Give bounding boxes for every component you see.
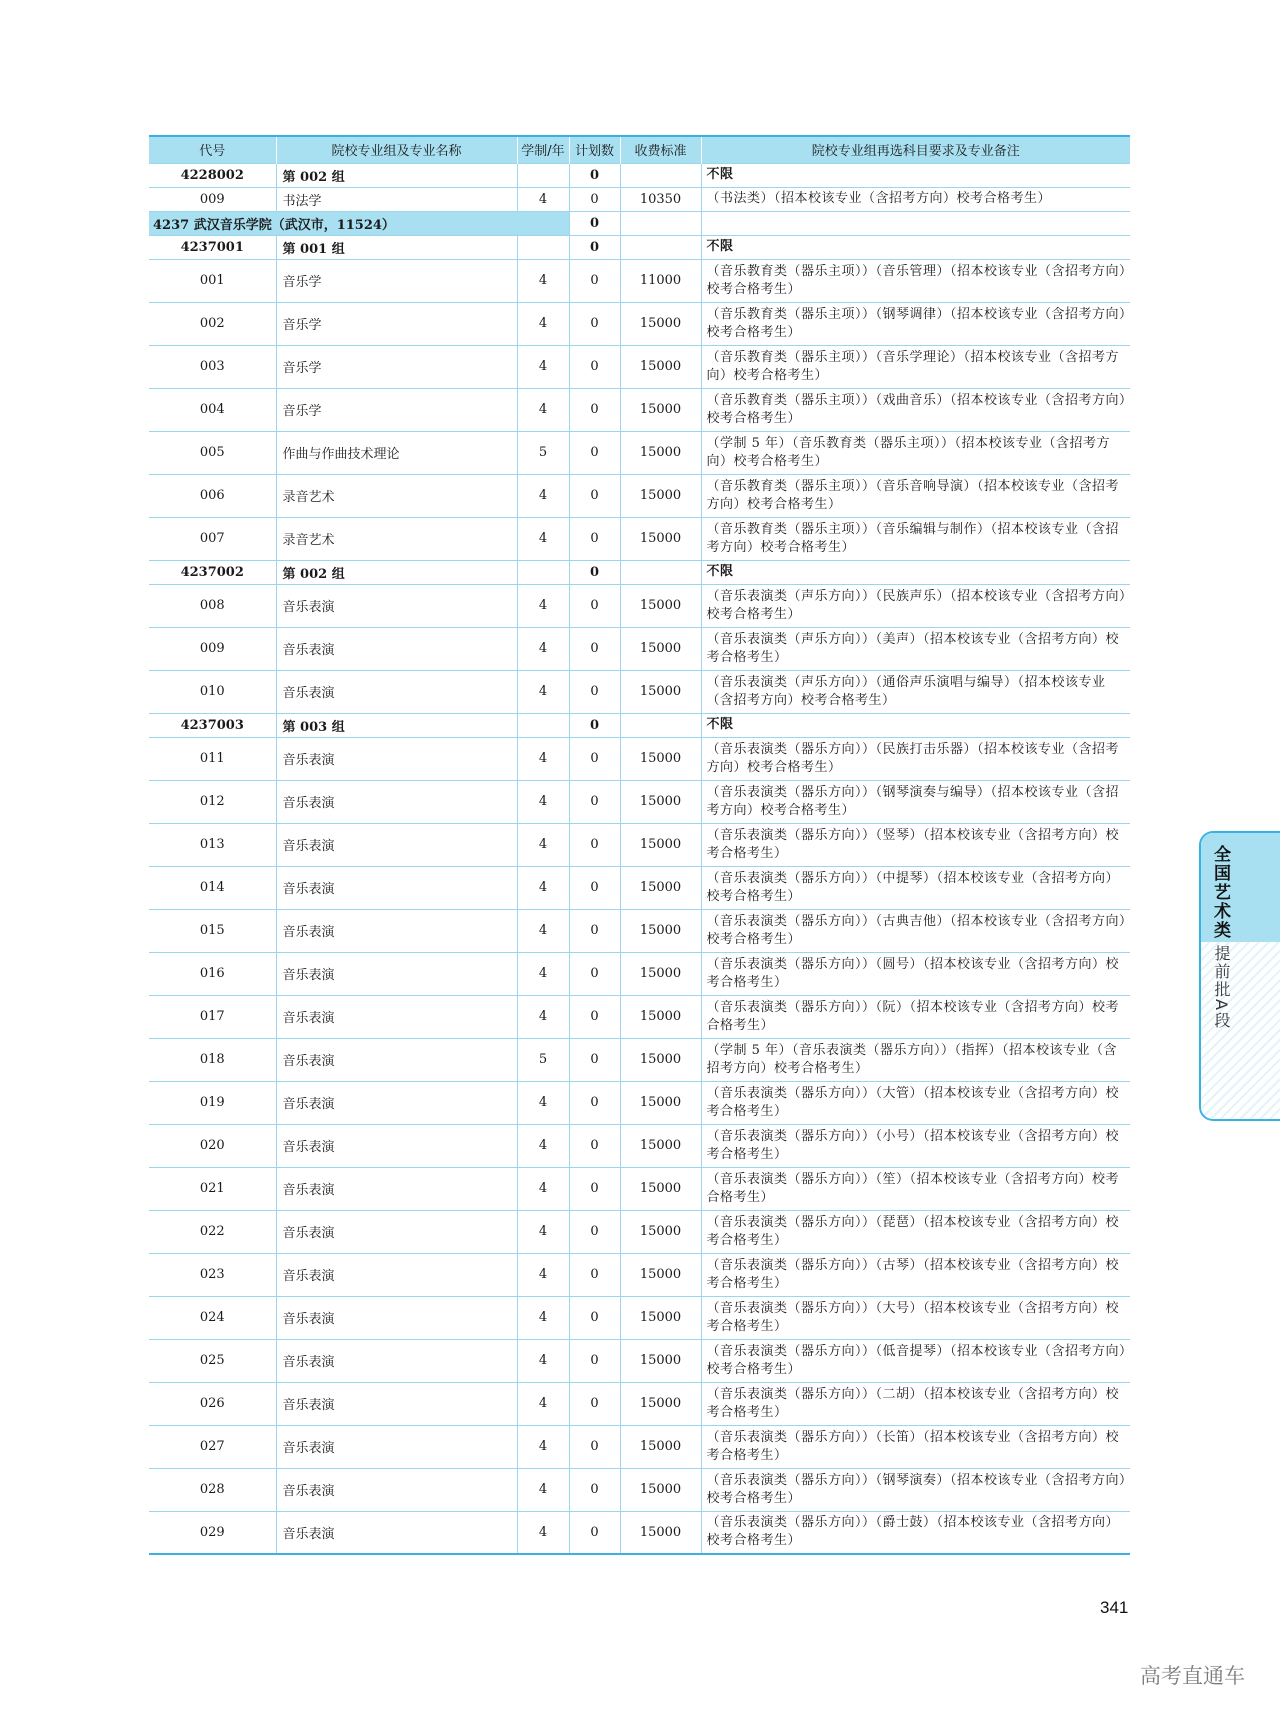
name-cell: 音乐表演 [276,823,517,866]
plan-cell: 0 [569,187,620,211]
fee-cell [620,713,701,737]
plan-cell: 0 [569,780,620,823]
plan-cell: 0 [569,952,620,995]
name-cell: 音乐表演 [276,1296,517,1339]
header-years: 学制/年 [517,136,569,163]
name-cell: 音乐表演 [276,1038,517,1081]
code-cell: 002 [149,302,276,345]
years-cell: 4 [517,670,569,713]
fee-cell: 15000 [620,474,701,517]
code-cell: 022 [149,1210,276,1253]
major-row [149,1167,1130,1210]
years-cell: 5 [517,431,569,474]
side-tab-title: 全国艺术类 [1210,845,1230,940]
note-cell: （音乐表演类（器乐方向））（二胡）（招本校该专业（含招考方向）校考合格考生） [701,1382,1130,1425]
page-number: 341 [1100,1598,1129,1617]
code-cell: 4237001 [149,235,276,259]
plan-cell: 0 [569,388,620,431]
fee-cell: 15000 [620,345,701,388]
name-cell: 音乐表演 [276,780,517,823]
note-cell: （音乐表演类（器乐方向））（竖琴）（招本校该专业（含招考方向）校考合格考生） [701,823,1130,866]
note-cell: （音乐教育类（器乐主项））（音乐学理论）（招本校该专业（含招考方向）校考合格考生） [701,345,1130,388]
plan-cell: 0 [569,1081,620,1124]
code-cell: 026 [149,1382,276,1425]
plan-cell: 0 [569,1167,620,1210]
fee-cell: 15000 [620,431,701,474]
code-cell: 021 [149,1167,276,1210]
group-row [149,713,1130,737]
code-cell: 4237002 [149,560,276,584]
years-cell: 4 [517,952,569,995]
name-cell: 音乐表演 [276,952,517,995]
note-cell: （音乐表演类（器乐方向））（钢琴演奏与编导）（招本校该专业（含招考方向）校考合格考生） [701,780,1130,823]
plan-cell: 0 [569,1511,620,1554]
code-cell: 013 [149,823,276,866]
header-name: 院校专业组及专业名称 [276,136,517,163]
fee-cell: 10350 [620,187,701,211]
fee-cell: 15000 [620,584,701,627]
code-cell: 009 [149,627,276,670]
major-row [149,780,1130,823]
code-cell: 012 [149,780,276,823]
code-cell: 4237003 [149,713,276,737]
years-cell: 4 [517,388,569,431]
name-cell: 音乐表演 [276,1167,517,1210]
years-cell: 4 [517,1210,569,1253]
years-cell: 4 [517,1468,569,1511]
years-cell: 4 [517,866,569,909]
note-cell: （音乐表演类（器乐方向））（民族打击乐器）（招本校该专业（含招考方向）校考合格考生） [701,737,1130,780]
major-row [149,584,1130,627]
years-cell: 4 [517,1253,569,1296]
name-cell: 音乐表演 [276,627,517,670]
note-cell: 不限 [701,713,1130,737]
name-cell: 音乐学 [276,302,517,345]
major-row [149,866,1130,909]
code-cell: 009 [149,187,276,211]
note-cell: （音乐表演类（器乐方向））（大号）（招本校该专业（含招考方向）校考合格考生） [701,1296,1130,1339]
note-cell: （音乐表演类（声乐方向））（民族声乐）（招本校该专业（含招考方向）校考合格考生） [701,584,1130,627]
code-cell: 020 [149,1124,276,1167]
fee-cell: 15000 [620,1167,701,1210]
code-cell: 004 [149,388,276,431]
major-row [149,302,1130,345]
years-cell [517,713,569,737]
note-cell: （音乐教育类（器乐主项））（戏曲音乐）（招本校该专业（含招考方向）校考合格考生） [701,388,1130,431]
plan-cell: 0 [569,823,620,866]
group-row [149,235,1130,259]
code-cell: 005 [149,431,276,474]
name-cell: 音乐表演 [276,1253,517,1296]
header-note: 院校专业组再选科目要求及专业备注 [701,136,1130,163]
note-cell: （音乐表演类（器乐方向））（琵琶）（招本校该专业（含招考方向）校考合格考生） [701,1210,1130,1253]
header-code: 代号 [199,144,226,160]
code-cell: 011 [149,737,276,780]
fee-cell: 15000 [620,1468,701,1511]
years-cell: 4 [517,780,569,823]
name-cell: 音乐表演 [276,1124,517,1167]
name-cell: 音乐表演 [276,1468,517,1511]
name-cell: 音乐表演 [276,1339,517,1382]
name-cell: 音乐表演 [276,737,517,780]
major-row [149,1124,1130,1167]
note-cell: （音乐表演类（器乐方向））（古典吉他）（招本校该专业（含招考方向）校考合格考生） [701,909,1130,952]
plan-cell: 0 [569,1296,620,1339]
note-cell: 不限 [701,235,1130,259]
years-cell: 4 [517,1296,569,1339]
note-cell: （音乐教育类（器乐主项））（音乐管理）（招本校该专业（含招考方向）校考合格考生） [701,259,1130,302]
name-cell: 音乐表演 [276,1425,517,1468]
name-cell: 第 002 组 [276,560,517,584]
code-cell: 014 [149,866,276,909]
header-fee: 收费标准 [620,136,701,163]
side-tab-subtitle: 提前批A段 [1212,945,1231,1030]
name-cell: 音乐表演 [276,866,517,909]
note-cell: （书法类）（招本校该专业（含招考方向）校考合格考生） [701,187,1130,211]
fee-cell: 15000 [620,1081,701,1124]
note-cell: （音乐表演类（器乐方向））（钢琴演奏）（招本校该专业（含招考方向）校考合格考生） [701,1468,1130,1511]
code-cell: 006 [149,474,276,517]
plan-cell: 0 [569,560,620,584]
plan-cell: 0 [569,211,620,235]
name-cell: 音乐表演 [276,1511,517,1554]
plan-cell: 0 [569,909,620,952]
note-cell: （音乐表演类（器乐方向））（阮）（招本校该专业（含招考方向）校考合格考生） [701,995,1130,1038]
years-cell: 4 [517,1124,569,1167]
major-row [149,1038,1130,1081]
plan-cell: 0 [569,866,620,909]
fee-cell [620,163,701,187]
name-cell: 音乐表演 [276,670,517,713]
plan-cell: 0 [569,345,620,388]
fee-cell: 15000 [620,302,701,345]
plan-cell: 0 [569,737,620,780]
major-row [149,1382,1130,1425]
major-row [149,627,1130,670]
code-cell: 008 [149,584,276,627]
years-cell: 4 [517,909,569,952]
name-cell: 音乐学 [276,345,517,388]
note-cell: （音乐表演类（器乐方向））（小号）（招本校该专业（含招考方向）校考合格考生） [701,1124,1130,1167]
plan-cell: 0 [569,1425,620,1468]
plan-cell: 0 [569,1468,620,1511]
code-cell: 4228002 [149,163,276,187]
name-cell: 作曲与作曲技术理论 [276,431,517,474]
group-row [149,560,1130,584]
major-row [149,909,1130,952]
plan-cell: 0 [569,517,620,560]
note-cell: （音乐教育类（器乐主项））（音乐编辑与制作）（招本校该专业（含招考方向）校考合格考生） [701,517,1130,560]
major-row [149,737,1130,780]
major-row [149,388,1130,431]
major-row [149,1339,1130,1382]
code-cell: 015 [149,909,276,952]
plan-cell: 0 [569,431,620,474]
name-cell: 音乐表演 [276,1081,517,1124]
fee-cell: 15000 [620,670,701,713]
admissions-table [149,135,1130,1555]
plan-cell: 0 [569,302,620,345]
plan-cell: 0 [569,995,620,1038]
name-cell: 音乐表演 [276,909,517,952]
code-cell: 010 [149,670,276,713]
note-cell: 不限 [701,163,1130,187]
major-row [149,670,1130,713]
years-cell: 4 [517,187,569,211]
plan-cell: 0 [569,259,620,302]
name-cell: 第 002 组 [276,163,517,187]
years-cell: 4 [517,1167,569,1210]
fee-cell: 11000 [620,259,701,302]
years-cell: 4 [517,584,569,627]
fee-cell: 15000 [620,517,701,560]
fee-cell: 15000 [620,1339,701,1382]
major-row [149,259,1130,302]
major-row [149,1511,1130,1554]
code-cell: 029 [149,1511,276,1554]
major-row [149,1210,1130,1253]
name-cell: 音乐学 [276,259,517,302]
plan-cell: 0 [569,235,620,259]
name-cell: 音乐表演 [276,584,517,627]
name-cell: 第 003 组 [276,713,517,737]
plan-cell: 0 [569,1124,620,1167]
note-cell: 不限 [701,560,1130,584]
note-cell [701,211,1130,235]
note-cell: （音乐表演类（器乐方向））（低音提琴）（招本校该专业（含招考方向）校考合格考生） [701,1339,1130,1382]
header-plan: 计划数 [569,136,620,163]
fee-cell [620,211,701,235]
years-cell: 4 [517,1339,569,1382]
plan-cell: 0 [569,670,620,713]
group-row [149,163,1130,187]
name-cell: 音乐学 [276,388,517,431]
years-cell: 4 [517,517,569,560]
major-row [149,474,1130,517]
plan-cell: 0 [569,584,620,627]
major-row [149,1081,1130,1124]
years-cell: 4 [517,627,569,670]
note-cell: （音乐表演类（器乐方向））（长笛）（招本校该专业（含招考方向）校考合格考生） [701,1425,1130,1468]
institution-name: 4237 武汉音乐学院（武汉市，11524） [149,211,569,235]
code-cell: 019 [149,1081,276,1124]
years-cell [517,560,569,584]
plan-cell: 0 [569,1253,620,1296]
years-cell: 5 [517,1038,569,1081]
table-header [149,136,1130,163]
plan-cell: 0 [569,627,620,670]
plan-cell: 0 [569,474,620,517]
fee-cell: 15000 [620,1210,701,1253]
code-cell: 023 [149,1253,276,1296]
code-cell: 017 [149,995,276,1038]
code-cell: 003 [149,345,276,388]
note-cell: （音乐表演类（器乐方向））（中提琴）（招本校该专业（含招考方向）校考合格考生） [701,866,1130,909]
note-cell: （音乐表演类（声乐方向））（美声）（招本校该专业（含招考方向）校考合格考生） [701,627,1130,670]
section-side-tab [1199,831,1280,1121]
note-cell: （音乐表演类（器乐方向））（大管）（招本校该专业（含招考方向）校考合格考生） [701,1081,1130,1124]
code-cell: 018 [149,1038,276,1081]
name-cell: 录音艺术 [276,517,517,560]
note-cell: （音乐教育类（器乐主项））（钢琴调律）（招本校该专业（含招考方向）校考合格考生） [701,302,1130,345]
plan-cell: 0 [569,1382,620,1425]
name-cell: 音乐表演 [276,995,517,1038]
name-cell: 录音艺术 [276,474,517,517]
note-cell: （学制 5 年）（音乐教育类（器乐主项））（招本校该专业（含招考方向）校考合格考生） [701,431,1130,474]
note-cell: （学制 5 年）（音乐表演类（器乐方向））（指挥）（招本校该专业（含招考方向）校考合格考生） [701,1038,1130,1081]
plan-cell: 0 [569,1210,620,1253]
major-row [149,952,1130,995]
fee-cell: 15000 [620,1511,701,1554]
code-cell: 028 [149,1468,276,1511]
years-cell [517,163,569,187]
years-cell: 4 [517,474,569,517]
fee-cell: 15000 [620,737,701,780]
note-cell: （音乐表演类（声乐方向））（通俗声乐演唱与编导）（招本校该专业（含招考方向）校考合格考生） [701,670,1130,713]
plan-cell: 0 [569,163,620,187]
name-cell: 音乐表演 [276,1382,517,1425]
fee-cell: 15000 [620,627,701,670]
plan-cell: 0 [569,1038,620,1081]
fee-cell: 15000 [620,952,701,995]
major-row [149,1468,1130,1511]
note-cell: （音乐表演类（器乐方向））（古琴）（招本校该专业（含招考方向）校考合格考生） [701,1253,1130,1296]
fee-cell: 15000 [620,1382,701,1425]
fee-cell: 15000 [620,866,701,909]
years-cell: 4 [517,737,569,780]
fee-cell: 15000 [620,1253,701,1296]
years-cell: 4 [517,1382,569,1425]
note-cell: （音乐表演类（器乐方向））（爵士鼓）（招本校该专业（含招考方向）校考合格考生） [701,1511,1130,1554]
major-row [149,1425,1130,1468]
major-row [149,345,1130,388]
fee-cell: 15000 [620,780,701,823]
institution-row [149,211,1130,235]
code-cell: 007 [149,517,276,560]
code-cell: 016 [149,952,276,995]
fee-cell [620,235,701,259]
plan-cell: 0 [569,1339,620,1382]
major-row [149,823,1130,866]
fee-cell: 15000 [620,909,701,952]
major-row [149,1296,1130,1339]
years-cell: 4 [517,302,569,345]
name-cell: 第 001 组 [276,235,517,259]
fee-cell: 15000 [620,823,701,866]
major-row [149,187,1130,211]
years-cell: 4 [517,1081,569,1124]
major-row [149,1253,1130,1296]
years-cell: 4 [517,1425,569,1468]
years-cell: 4 [517,259,569,302]
fee-cell: 15000 [620,1124,701,1167]
code-cell: 001 [149,259,276,302]
note-cell: （音乐教育类（器乐主项））（音乐音响导演）（招本校该专业（含招考方向）校考合格考生） [701,474,1130,517]
fee-cell [620,560,701,584]
fee-cell: 15000 [620,995,701,1038]
watermark: 高考直通车 [1140,1664,1245,1688]
years-cell: 4 [517,823,569,866]
fee-cell: 15000 [620,1038,701,1081]
code-cell: 024 [149,1296,276,1339]
years-cell [517,235,569,259]
code-cell: 027 [149,1425,276,1468]
name-cell: 书法学 [276,187,517,211]
major-row [149,517,1130,560]
years-cell: 4 [517,1511,569,1554]
years-cell: 4 [517,995,569,1038]
code-cell: 025 [149,1339,276,1382]
fee-cell: 15000 [620,1296,701,1339]
fee-cell: 15000 [620,388,701,431]
note-cell: （音乐表演类（器乐方向））（笙）（招本校该专业（含招考方向）校考合格考生） [701,1167,1130,1210]
table-body [149,163,1130,1554]
plan-cell: 0 [569,713,620,737]
note-cell: （音乐表演类（器乐方向））（圆号）（招本校该专业（含招考方向）校考合格考生） [701,952,1130,995]
major-row [149,995,1130,1038]
major-row [149,431,1130,474]
years-cell: 4 [517,345,569,388]
fee-cell: 15000 [620,1425,701,1468]
name-cell: 音乐表演 [276,1210,517,1253]
